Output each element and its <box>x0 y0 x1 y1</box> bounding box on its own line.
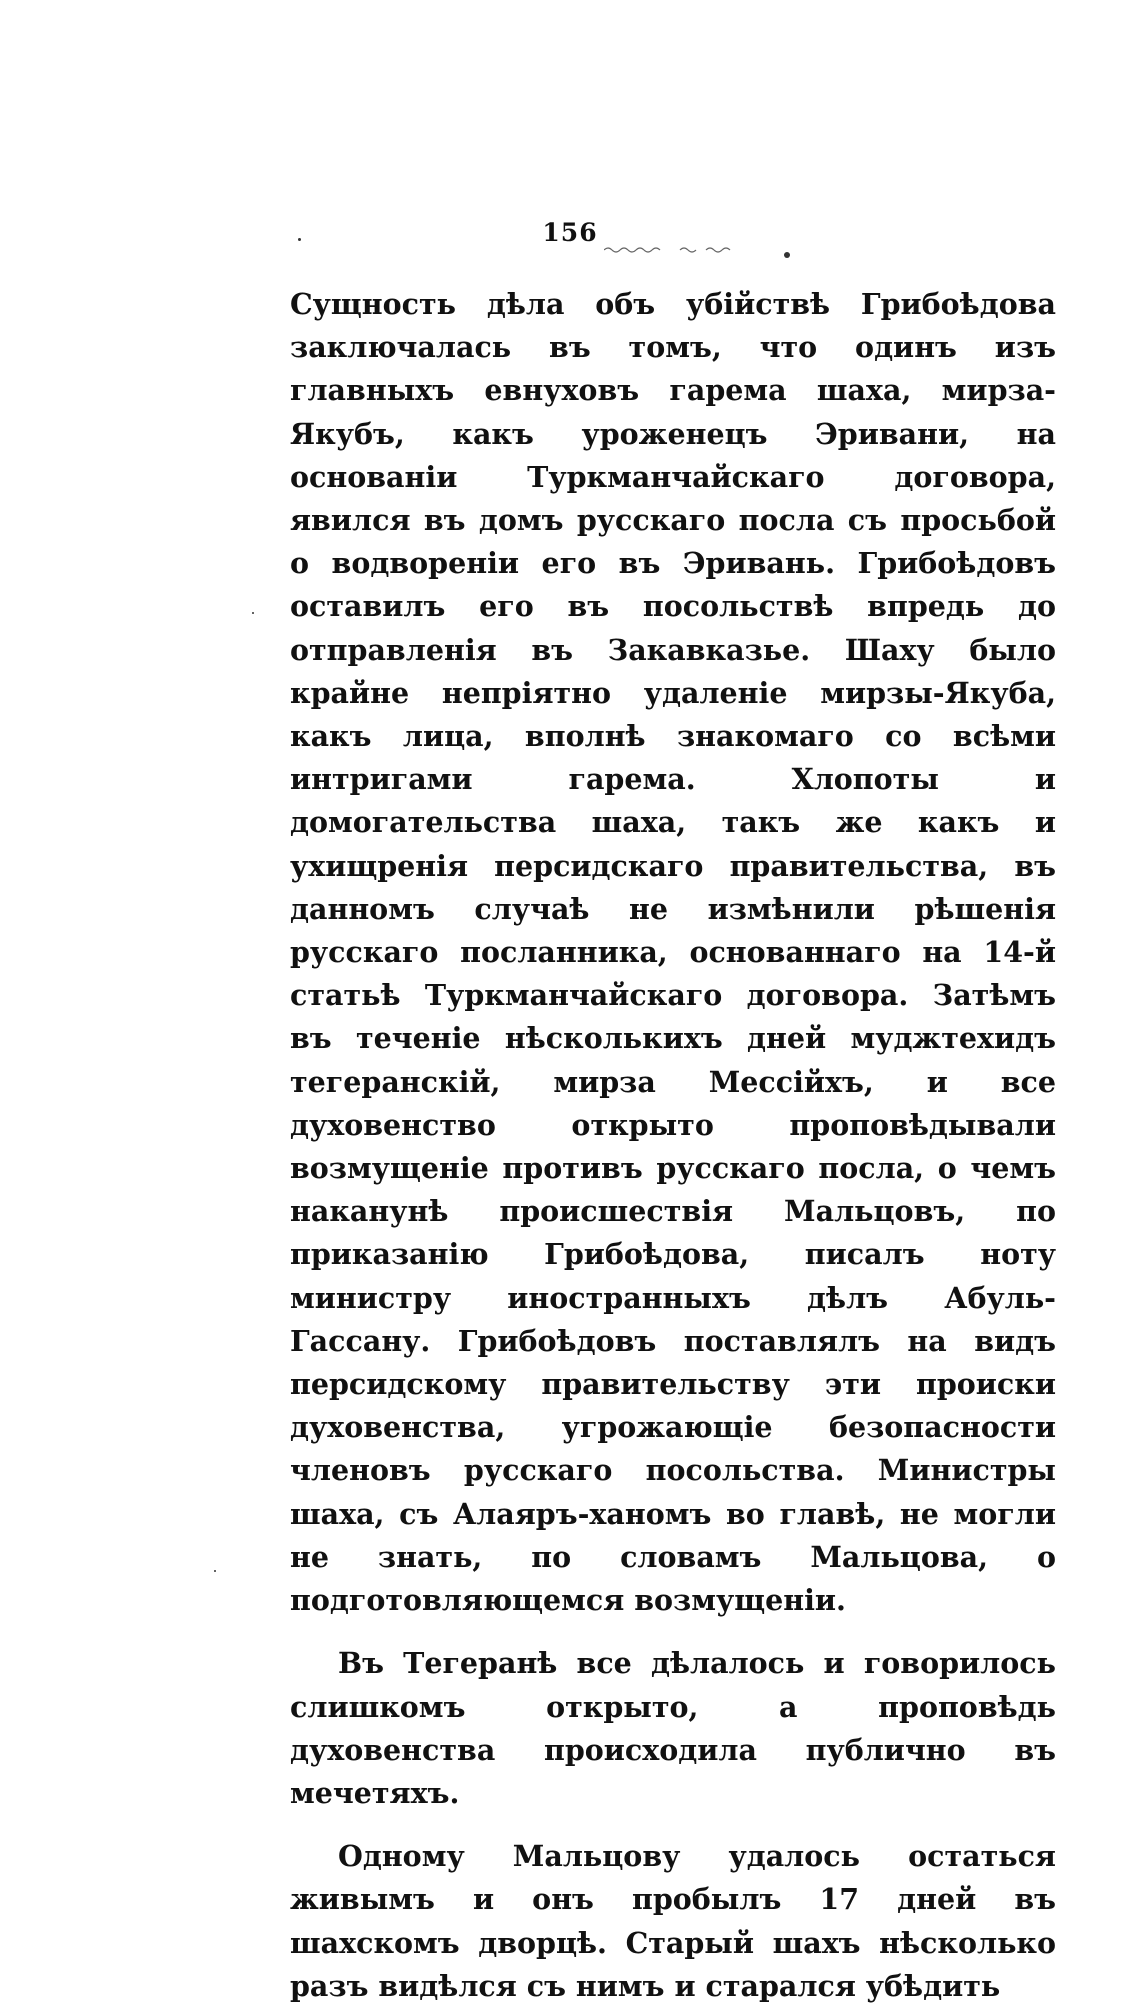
paragraph-1: Сущность дѣла объ убійствѣ Грибоѣдова заключалась въ томъ, что одинъ изъ главныхъ евнуховъ гарема шаха, мирза-Якубъ, какъ уроженецъ Эривани, на основаніи Туркманчайскаго договора, явился въ домъ русскаго посла съ просьбой о водвореніи его въ Эривань. Грибоѣдовъ оставилъ его въ посольствѣ впредь до отправленія въ Закавказье. Шаху было крайне непріятно удаленіе мирзы-Якуба, какъ лица, вполнѣ знакомаго со всѣми интригами гарема. Хлопоты и домогательства шаха, такъ же какъ и ухищренія персидскаго правительства, въ данномъ случаѣ не измѣнили рѣшенія русскаго посланника, основаннаго на 14-й статьѣ Туркманчайскаго договора. Затѣмъ въ теченіе нѣсколькихъ дней муджтехидъ тегеранскій, мирза Мессійхъ, и все духовенство открыто проповѣдывали возмущеніе противъ русскаго посла, о чемъ наканунѣ происшествія Мальцовъ, по приказанію Грибоѣдова, писалъ ноту министру иностранныхъ дѣлъ Абуль-Гассану. Грибоѣдовъ поставлялъ на видъ персидскому правительству эти происки духовенства, угрожающіе безопасности членовъ русскаго посольства. Министры шаха, съ Алаяръ-ханомъ во главѣ, не могли не знать, по словамъ Мальцова, о подготовляющемся возмущеніи. <box>290 287 1056 1618</box>
scan-speck <box>784 252 790 258</box>
scan-speck <box>298 238 301 241</box>
scan-speck <box>252 612 254 614</box>
scan-speck <box>214 1570 216 1572</box>
paragraph-2: Въ Тегеранѣ все дѣлалось и говорилось слишкомъ открыто, а проповѣдь духовенства происходила публично въ мечетяхъ. <box>290 1646 1056 1810</box>
header-ornament <box>604 246 734 254</box>
paragraph-3: Одному Мальцову удалось остаться живымъ и онъ пробылъ 17 дней въ шахскомъ дворцѣ. Старый шахъ нѣсколько разъ видѣлся съ нимъ и старался убѣдить <box>290 1839 1056 2003</box>
page-number: 156 <box>542 218 598 247</box>
body-text <box>290 283 1056 2008</box>
